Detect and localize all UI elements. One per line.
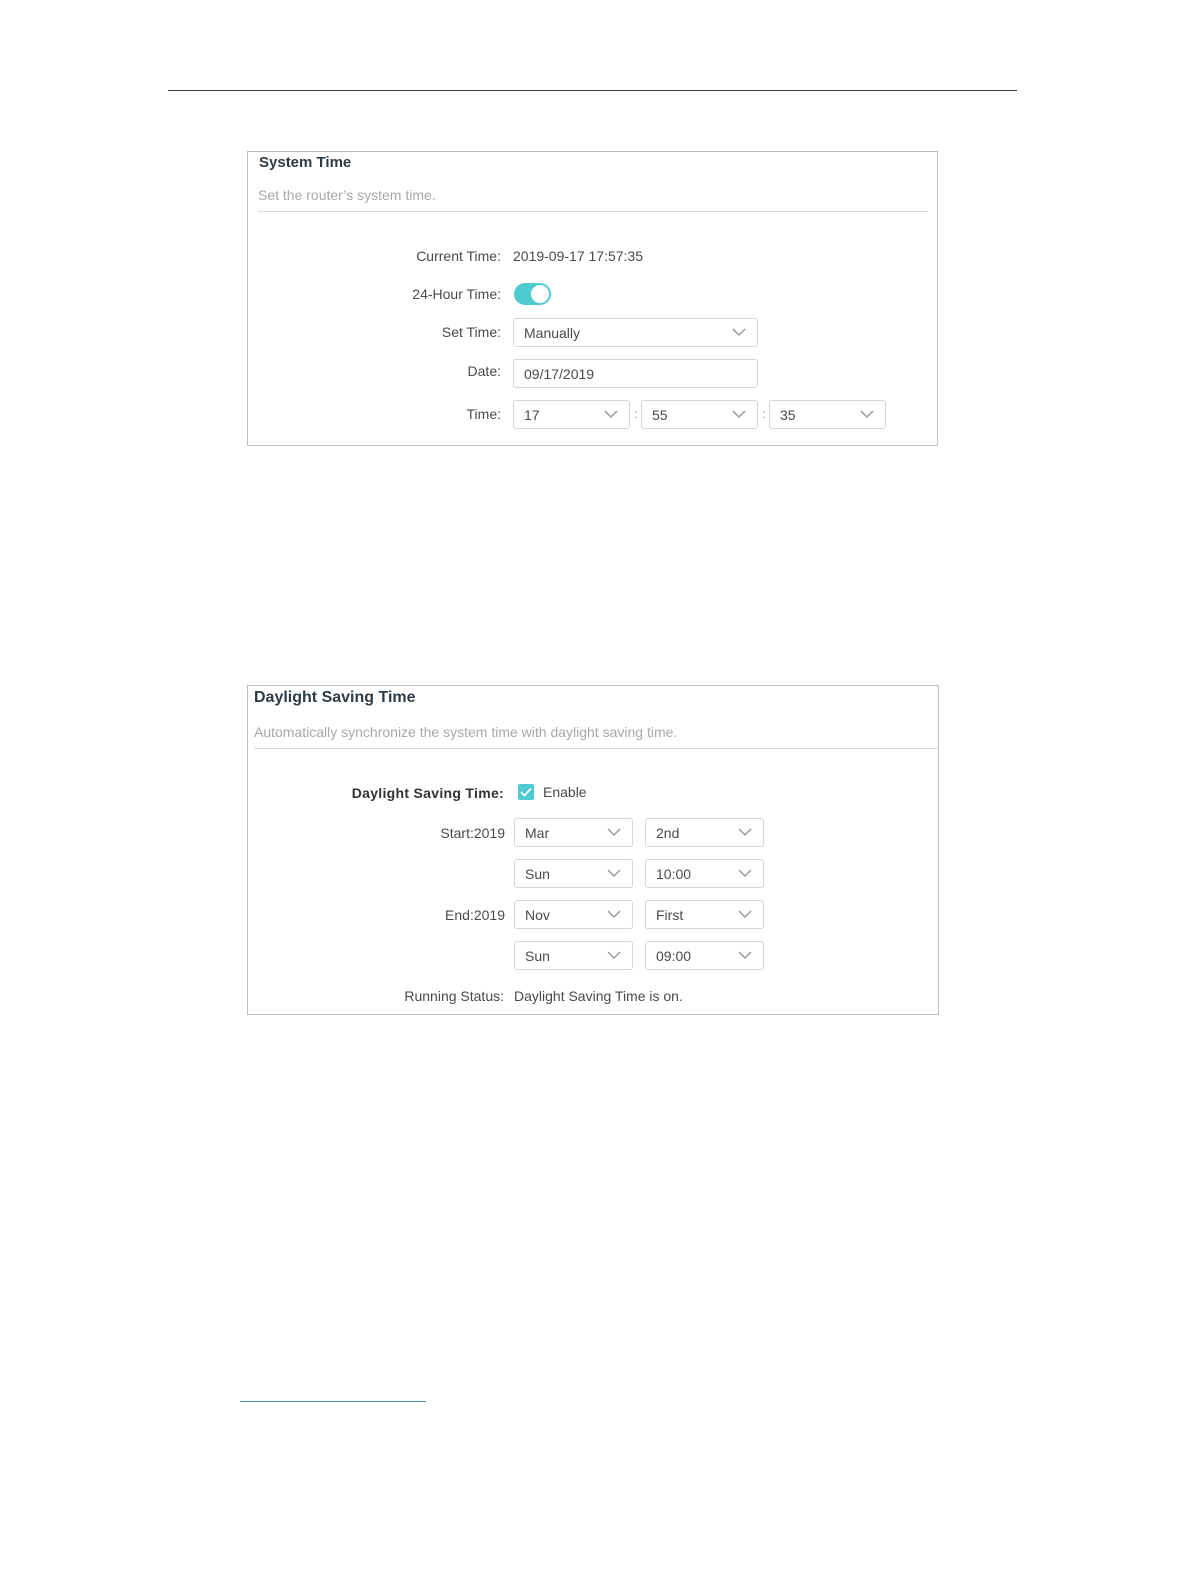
- panel-divider: [254, 748, 938, 749]
- date-input-value: 09/17/2019: [524, 366, 595, 382]
- chevron-down-icon: [738, 950, 752, 960]
- time-hour-value: 17: [524, 407, 540, 423]
- hour24-toggle[interactable]: [514, 283, 551, 305]
- dst-start-month-select[interactable]: [514, 818, 633, 847]
- dst-start-label: Start:2019: [440, 825, 505, 841]
- dst-start-week-select[interactable]: [645, 818, 764, 847]
- chevron-down-icon: [604, 409, 618, 419]
- dst-enable-text: Enable: [543, 784, 587, 800]
- chevron-down-icon: [860, 409, 874, 419]
- time-hour-select[interactable]: [513, 400, 630, 429]
- hour24-label: 24-Hour Time:: [412, 286, 501, 302]
- dst-end-day-value: Sun: [525, 948, 550, 964]
- time-minute-value: 55: [652, 407, 668, 423]
- panel-divider: [258, 211, 928, 212]
- panel-title: Daylight Saving Time: [254, 689, 416, 706]
- dst-end-time-select[interactable]: [645, 941, 764, 970]
- dst-end-time-value: 09:00: [656, 948, 692, 964]
- chevron-down-icon: [732, 327, 746, 337]
- chevron-down-icon: [607, 868, 621, 878]
- dst-enable-checkbox[interactable]: [518, 784, 534, 800]
- set-time-select-value: Manually: [524, 325, 581, 341]
- current-time-label: Current Time:: [416, 248, 501, 264]
- running-status-label: Running Status:: [404, 988, 504, 1004]
- dst-end-label: End:2019: [445, 907, 505, 923]
- dst-end-week-value: First: [656, 907, 684, 923]
- dst-start-day-select[interactable]: [514, 859, 633, 888]
- chevron-down-icon: [738, 868, 752, 878]
- chevron-down-icon: [738, 909, 752, 919]
- panel-description: Set the router’s system time.: [258, 187, 436, 203]
- system-time-panel: [247, 151, 938, 446]
- dst-start-time-value: 10:00: [656, 866, 692, 882]
- dst-enable-label: Daylight Saving Time:: [351, 785, 504, 801]
- time-label: Time:: [466, 406, 501, 422]
- date-label: Date:: [467, 363, 501, 379]
- dst-end-month-value: Nov: [525, 907, 550, 923]
- chevron-down-icon: [607, 909, 621, 919]
- page-header-rule: [168, 90, 1017, 91]
- time-separator: :: [634, 406, 638, 421]
- daylight-saving-panel: [247, 685, 939, 1015]
- footnote-rule: [240, 1401, 426, 1402]
- chevron-down-icon: [607, 950, 621, 960]
- time-second-value: 35: [780, 407, 796, 423]
- dst-start-month-value: Mar: [525, 825, 550, 841]
- dst-start-time-select[interactable]: [645, 859, 764, 888]
- checkmark-icon: [520, 787, 532, 797]
- chevron-down-icon: [738, 827, 752, 837]
- time-minute-select[interactable]: [641, 400, 758, 429]
- current-time-value: 2019-09-17 17:57:35: [513, 248, 643, 264]
- set-time-label: Set Time:: [441, 324, 501, 340]
- dst-end-month-select[interactable]: [514, 900, 633, 929]
- panel-title: System Time: [259, 154, 352, 171]
- chevron-down-icon: [607, 827, 621, 837]
- chevron-down-icon: [732, 409, 746, 419]
- set-time-select[interactable]: [513, 318, 758, 347]
- date-input[interactable]: [513, 359, 758, 388]
- time-second-select[interactable]: [769, 400, 886, 429]
- time-separator: :: [762, 406, 766, 421]
- dst-start-week-value: 2nd: [656, 825, 680, 841]
- dst-start-day-value: Sun: [525, 866, 550, 882]
- running-status-value: Daylight Saving Time is on.: [514, 988, 683, 1004]
- panel-description: Automatically synchronize the system time with daylight saving time.: [254, 724, 678, 740]
- toggle-knob: [531, 285, 549, 303]
- dst-end-week-select[interactable]: [645, 900, 764, 929]
- dst-end-day-select[interactable]: [514, 941, 633, 970]
